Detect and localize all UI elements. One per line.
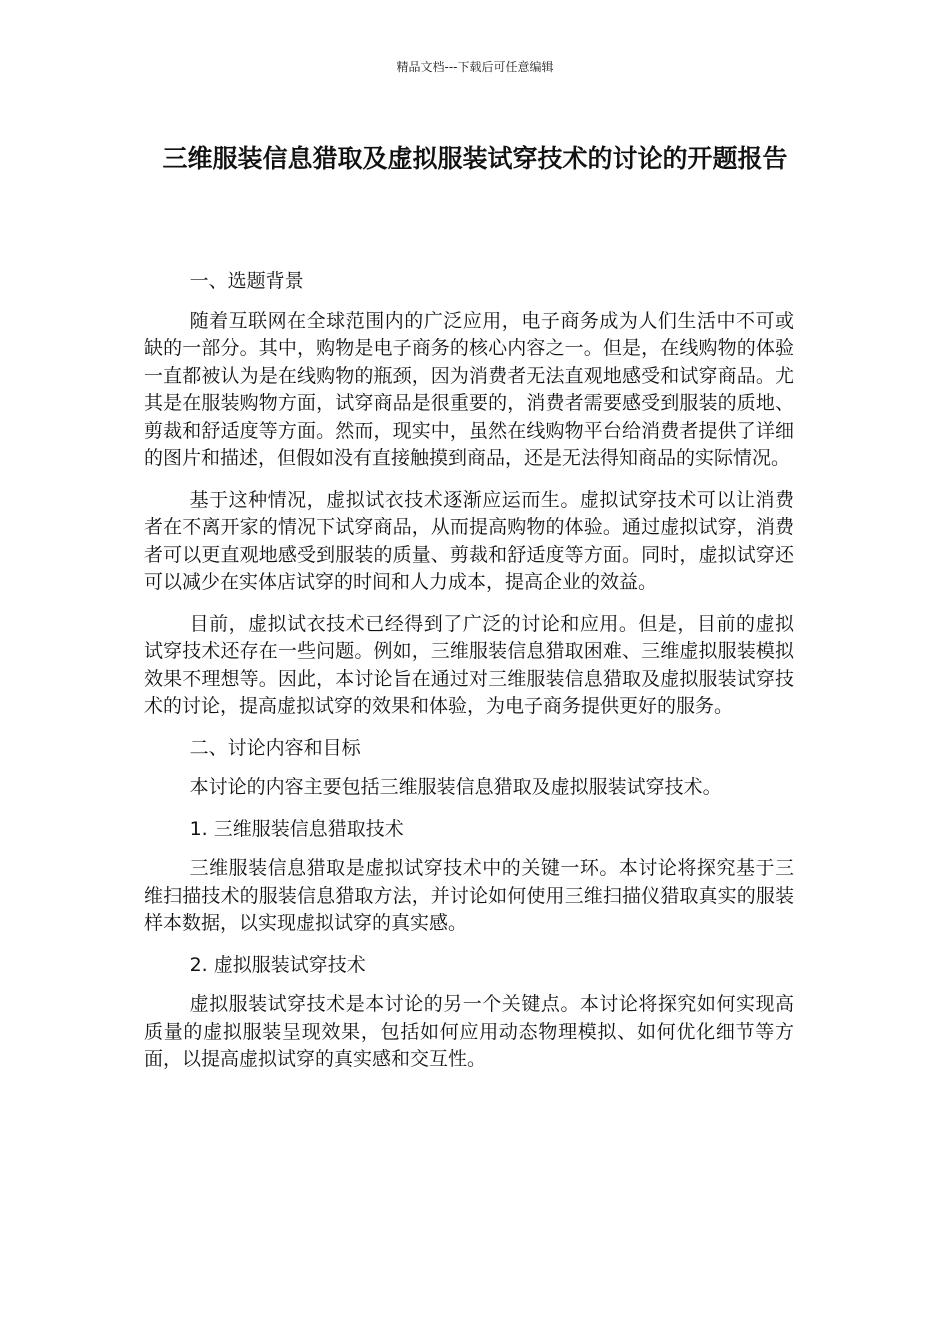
paragraph: 基于这种情况，虚拟试衣技术逐渐应运而生。虚拟试穿技术可以让消费者在不离开家的情况下试穿商品，从而提高购物的体验。通过虚拟试穿，消费者可以更直观地感受到服装的质量、剪裁和舒适度等方面。同时，虚拟试穿还可以减少在实体店试穿的时间和人力成本，提高企业的效益。 (144, 488, 794, 593)
header-note: 精品文档---下载后可任意编辑 (396, 60, 554, 74)
paragraph: 随着互联网在全球范围内的广泛应用，电子商务成为人们生活中不可或缺的一部分。其中，购物是电子商务的核心内容之一。但是，在线购物的体验一直都被认为是在线购物的瓶颈，因为消费者无法直观地感受和试穿商品。尤其是在服装购物方面，试穿商品是很重要的，消费者需要感受到服装的质地、剪裁和舒适度等方面。然而，现实中，虽然在线购物平台给消费者提供了详细的图片和描述，但假如没有直接触摸到商品，还是无法得知商品的实际情况。 (144, 309, 794, 469)
paragraph: 虚拟服装试穿技术是本讨论的另一个关键点。本讨论将探究如何实现高质量的虚拟服装呈现效果，包括如何应用动态物理模拟、如何优化细节等方面，以提高虚拟试穿的真实感和交互性。 (144, 993, 794, 1070)
section-heading-content-goals: 二、讨论内容和目标 (189, 736, 361, 759)
paragraph: 本讨论的内容主要包括三维服装信息猎取及虚拟服装试穿技术。 (189, 776, 722, 798)
document-title: 三维服装信息猎取及虚拟服装试穿技术的讨论的开题报告 (162, 144, 788, 173)
section-heading-background: 一、选题背景 (189, 270, 304, 292)
subsection-heading-3d-acquisition: 1. 三维服装信息猎取技术 (189, 817, 404, 840)
paragraph: 三维服装信息猎取是虚拟试穿技术中的关键一环。本讨论将探究基于三维扫描技术的服装信息猎取方法，并讨论如何使用三维扫描仪猎取真实的服装样本数据，以实现虚拟试穿的真实感。 (144, 857, 794, 934)
document-body (144, 268, 794, 1088)
subsection-heading-virtual-tryon: 2. 虚拟服装试穿技术 (189, 953, 366, 976)
paragraph: 目前，虚拟试衣技术已经得到了广泛的讨论和应用。但是，目前的虚拟试穿技术还存在一些问题。例如，三维服装信息猎取困难、三维虚拟服装模拟效果不理想等。因此，本讨论旨在通过对三维服装信息猎取及虚拟服装试穿技术的讨论，提高虚拟试穿的效果和体验，为电子商务提供更好的服务。 (144, 612, 794, 717)
